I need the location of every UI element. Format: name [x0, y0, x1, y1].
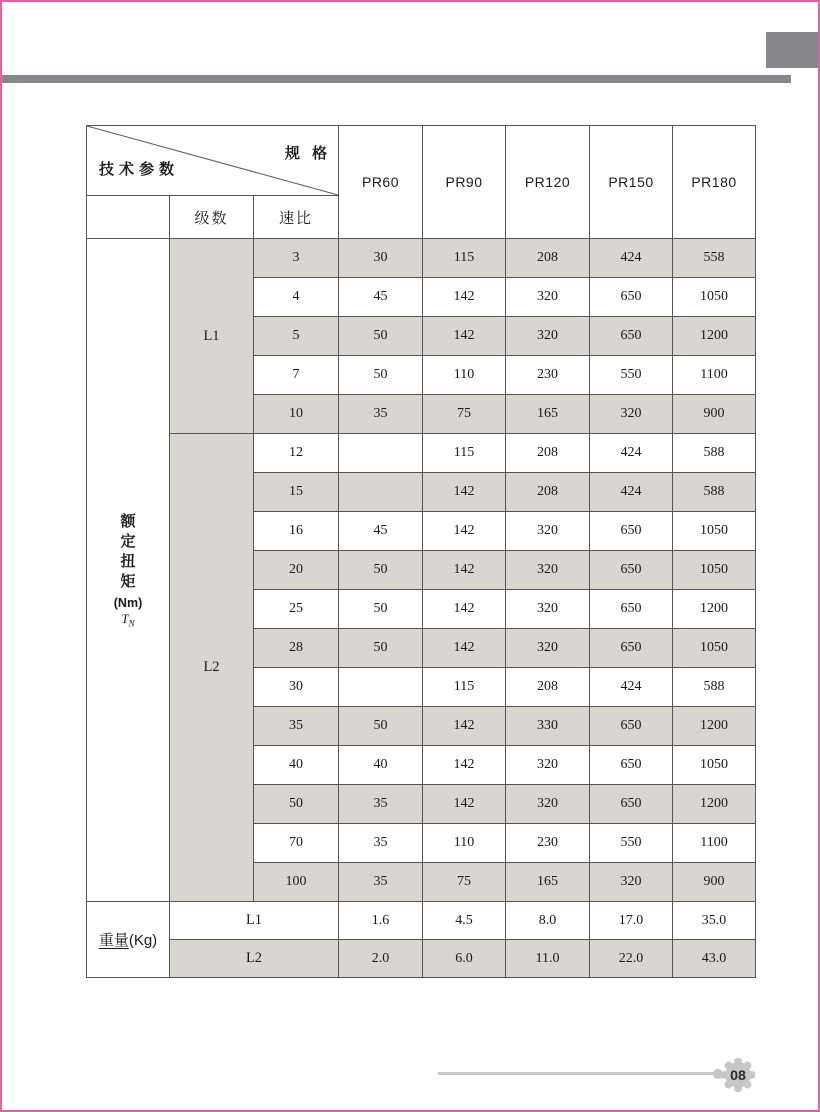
- value-cell: 75: [423, 395, 506, 434]
- weight-value-cell: 43.0: [673, 940, 756, 978]
- value-cell: 208: [506, 473, 590, 512]
- ratio-header: 速比: [254, 196, 339, 239]
- footer-rule: [438, 1072, 719, 1075]
- ratio-cell: 5: [254, 317, 339, 356]
- header-row: [87, 126, 756, 196]
- weight-value-cell: 1.6: [339, 902, 423, 940]
- column-header-pr180: PR180: [673, 126, 756, 239]
- value-cell: 35: [339, 824, 423, 863]
- corner-params-label: 技术参数: [99, 161, 180, 178]
- value-cell: 142: [423, 551, 506, 590]
- value-cell: 35: [339, 785, 423, 824]
- gear-icon: [719, 1056, 757, 1094]
- ratio-cell: 70: [254, 824, 339, 863]
- value-cell: 650: [590, 278, 673, 317]
- value-cell: 165: [506, 863, 590, 902]
- header-corner-block: [766, 32, 818, 68]
- value-cell: 320: [506, 746, 590, 785]
- weight-value-cell: 6.0: [423, 940, 506, 978]
- torque-symbol: $T_N$: [121, 610, 135, 629]
- value-cell: 320: [506, 317, 590, 356]
- value-cell: 650: [590, 551, 673, 590]
- value-cell: 1200: [673, 317, 756, 356]
- table-row: [87, 239, 756, 278]
- ratio-cell: 28: [254, 629, 339, 668]
- value-cell: 208: [506, 239, 590, 278]
- value-cell: 320: [590, 395, 673, 434]
- value-cell: 424: [590, 668, 673, 707]
- torque-unit: (Nm): [113, 595, 143, 610]
- ratio-cell: 4: [254, 278, 339, 317]
- value-cell: 650: [590, 317, 673, 356]
- value-cell: 75: [423, 863, 506, 902]
- ratio-cell: 16: [254, 512, 339, 551]
- weight-label: 重量(Kg): [87, 902, 170, 978]
- value-cell: 424: [590, 473, 673, 512]
- spec-table: [86, 125, 756, 978]
- value-cell: 142: [423, 590, 506, 629]
- value-cell: 1050: [673, 512, 756, 551]
- value-cell: 588: [673, 434, 756, 473]
- corner-spec-label: 规 格: [284, 145, 331, 162]
- value-cell: 320: [506, 785, 590, 824]
- value-cell: 320: [506, 278, 590, 317]
- value-cell: 110: [423, 824, 506, 863]
- value-cell: 1200: [673, 590, 756, 629]
- value-cell: 550: [590, 356, 673, 395]
- value-cell: 50: [339, 356, 423, 395]
- ratio-cell: 100: [254, 863, 339, 902]
- value-cell: 320: [506, 551, 590, 590]
- value-cell: [339, 473, 423, 512]
- value-cell: 115: [423, 239, 506, 278]
- ratio-cell: 40: [254, 746, 339, 785]
- value-cell: 330: [506, 707, 590, 746]
- value-cell: 110: [423, 356, 506, 395]
- weight-row: [87, 902, 756, 940]
- value-cell: 142: [423, 317, 506, 356]
- corner-cell: [87, 126, 339, 196]
- value-cell: 320: [590, 863, 673, 902]
- value-cell: 1200: [673, 707, 756, 746]
- value-cell: 1050: [673, 629, 756, 668]
- ratio-cell: 35: [254, 707, 339, 746]
- value-cell: 40: [339, 746, 423, 785]
- value-cell: 424: [590, 239, 673, 278]
- value-cell: 50: [339, 629, 423, 668]
- ratio-cell: 7: [254, 356, 339, 395]
- ratio-cell: 25: [254, 590, 339, 629]
- value-cell: 50: [339, 317, 423, 356]
- value-cell: 588: [673, 473, 756, 512]
- value-cell: 900: [673, 863, 756, 902]
- column-header-pr150: PR150: [590, 126, 673, 239]
- value-cell: 558: [673, 239, 756, 278]
- weight-label-text: 重量: [98, 932, 129, 949]
- weight-stage-cell: L1: [170, 902, 339, 940]
- value-cell: 208: [506, 434, 590, 473]
- ratio-cell: 15: [254, 473, 339, 512]
- value-cell: 1050: [673, 278, 756, 317]
- value-cell: 650: [590, 629, 673, 668]
- torque-body: [87, 239, 756, 978]
- value-cell: 1050: [673, 551, 756, 590]
- value-cell: 650: [590, 512, 673, 551]
- page-number: 08: [730, 1068, 746, 1085]
- value-cell: 45: [339, 512, 423, 551]
- weight-value-cell: 22.0: [590, 940, 673, 978]
- value-cell: 142: [423, 746, 506, 785]
- value-cell: 142: [423, 629, 506, 668]
- ratio-cell: 50: [254, 785, 339, 824]
- value-cell: 50: [339, 707, 423, 746]
- header-rule-bar: [2, 75, 791, 83]
- blank-cell: [87, 196, 170, 239]
- torque-axis-label: [87, 239, 170, 902]
- value-cell: 550: [590, 824, 673, 863]
- value-cell: 1200: [673, 785, 756, 824]
- value-cell: 50: [339, 590, 423, 629]
- weight-stage-cell: L2: [170, 940, 339, 978]
- ratio-cell: 30: [254, 668, 339, 707]
- value-cell: 650: [590, 785, 673, 824]
- value-cell: 30: [339, 239, 423, 278]
- value-cell: 115: [423, 434, 506, 473]
- value-cell: 1100: [673, 824, 756, 863]
- stage-cell: L2: [170, 434, 254, 902]
- ratio-cell: 3: [254, 239, 339, 278]
- ratio-cell: 20: [254, 551, 339, 590]
- value-cell: 165: [506, 395, 590, 434]
- value-cell: 1050: [673, 746, 756, 785]
- value-cell: 35: [339, 395, 423, 434]
- value-cell: 142: [423, 707, 506, 746]
- value-cell: 35: [339, 863, 423, 902]
- value-cell: 230: [506, 824, 590, 863]
- stage-header: 级数: [170, 196, 254, 239]
- weight-value-cell: 35.0: [673, 902, 756, 940]
- value-cell: 142: [423, 785, 506, 824]
- value-cell: [339, 668, 423, 707]
- value-cell: 424: [590, 434, 673, 473]
- value-cell: 650: [590, 746, 673, 785]
- value-cell: 650: [590, 707, 673, 746]
- value-cell: 320: [506, 629, 590, 668]
- table-row: [87, 434, 756, 473]
- value-cell: 208: [506, 668, 590, 707]
- value-cell: 320: [506, 590, 590, 629]
- value-cell: 650: [590, 590, 673, 629]
- weight-value-cell: 11.0: [506, 940, 590, 978]
- weight-value-cell: 17.0: [590, 902, 673, 940]
- value-cell: 115: [423, 668, 506, 707]
- value-cell: 588: [673, 668, 756, 707]
- column-header-pr90: PR90: [423, 126, 506, 239]
- value-cell: 320: [506, 512, 590, 551]
- stage-cell: L1: [170, 239, 254, 434]
- torque-name: 额定扭矩: [120, 512, 136, 591]
- value-cell: 45: [339, 278, 423, 317]
- ratio-cell: 12: [254, 434, 339, 473]
- column-header-pr120: PR120: [506, 126, 590, 239]
- value-cell: 230: [506, 356, 590, 395]
- value-cell: 50: [339, 551, 423, 590]
- value-cell: 142: [423, 512, 506, 551]
- value-cell: 1100: [673, 356, 756, 395]
- value-cell: 142: [423, 278, 506, 317]
- weight-value-cell: 8.0: [506, 902, 590, 940]
- weight-value-cell: 4.5: [423, 902, 506, 940]
- ratio-cell: 10: [254, 395, 339, 434]
- column-header-pr60: PR60: [339, 126, 423, 239]
- weight-value-cell: 2.0: [339, 940, 423, 978]
- value-cell: [339, 434, 423, 473]
- value-cell: 142: [423, 473, 506, 512]
- weight-row: [87, 940, 756, 978]
- value-cell: 900: [673, 395, 756, 434]
